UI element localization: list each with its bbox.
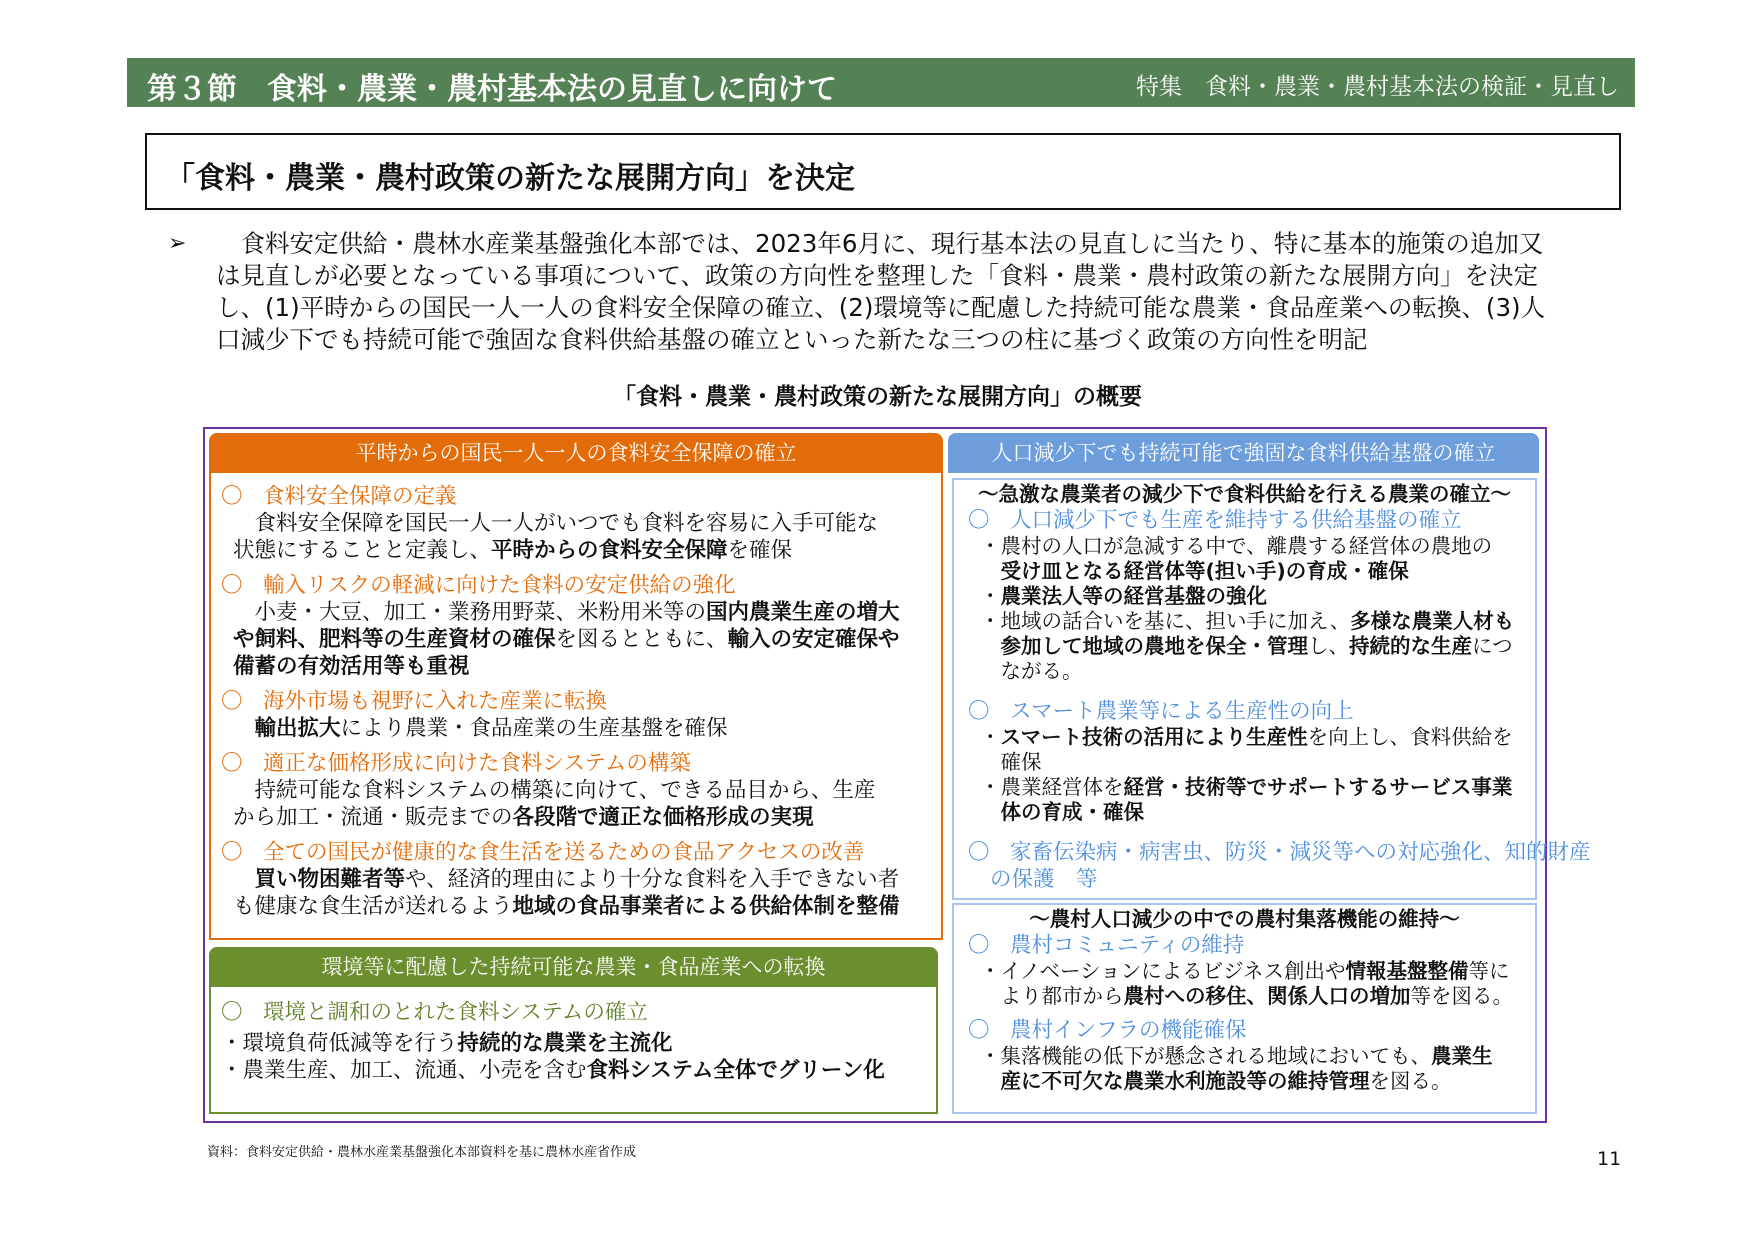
body-text (980, 1069, 1001, 1093)
emphasis-text: 平時からの食料安全保障 (491, 538, 728, 563)
emphasis-text: 買い物困難者等 (254, 867, 406, 892)
body-text: より都市から (980, 984, 1124, 1008)
item-heading-text: 人口減少下でも生産を維持する供給基盤の確立 (1010, 508, 1462, 533)
item-text-line (221, 653, 941, 680)
pillar-3-group-1 (952, 478, 1591, 900)
circle-bullet-icon: 〇 (968, 699, 990, 724)
emphasis-text: 食料システム全体でグリーン化 (586, 1058, 885, 1083)
emphasis-text: 国内農業生産の増大 (706, 600, 900, 625)
list-item (221, 572, 941, 680)
emphasis-text: 多様な農業人材も (1350, 609, 1515, 633)
source-note: 資料：食料安定供給・農林水産業基盤強化本部資料を基に農林水産省作成 (207, 1145, 637, 1160)
item-heading-continued: の保護 等 (990, 867, 1098, 892)
item-heading-text: 農村インフラの機能確保 (1010, 1018, 1247, 1043)
body-text: ・農業経営体を (980, 775, 1124, 799)
emphasis-text: 輸出拡大 (254, 716, 341, 741)
emphasis-text: 農業生 (1431, 1044, 1493, 1068)
list-item (221, 688, 941, 742)
diagram-subtitle: 「食料・農業・農村政策の新たな展開方向」の概要 (613, 384, 1142, 410)
list-item (221, 483, 941, 564)
body-text: や、経済的理由により十分な食料を入手できない者 (405, 867, 900, 892)
item-text-line (221, 537, 941, 564)
body-text (233, 867, 255, 892)
pillar-3-header: 人口減少下でも持続可能で強固な食料供給基盤の確立 (948, 433, 1539, 473)
item-text-line (221, 510, 941, 537)
item-heading (221, 572, 941, 599)
item-heading-text: スマート農業等による生産性の向上 (1010, 699, 1354, 724)
emphasis-text: 受け皿となる経営体等(担い手)の育成・確保 (1000, 559, 1409, 583)
intro-line: 食料安定供給・農林水産業基盤強化本部では、2023年6月に、現行基本法の見直しに当たり、特に基本的施策の追加又 (216, 229, 1544, 258)
emphasis-text: 輸入の安定確保や (727, 627, 900, 652)
body-text: ・農村の人口が急減する中で、離農する経営体の農地の (980, 534, 1493, 558)
body-text: 状態にすることと定義し、 (233, 538, 492, 563)
item-heading (221, 839, 941, 866)
circle-bullet-icon: 〇 (221, 484, 243, 509)
item-heading (221, 999, 936, 1026)
page-title: 「食料・農業・農村政策の新たな展開方向」を決定 (165, 161, 855, 196)
item-heading (221, 750, 941, 777)
section-title: 第３節 食料・農業・農村基本法の見直しに向けて (147, 72, 837, 107)
body-text: ・イノベーションによるビジネス創出や (980, 959, 1346, 983)
pillar-1-header: 平時からの国民一人一人の食料安全保障の確立 (209, 433, 943, 473)
body-text: も健康な食生活が送れるよう (233, 894, 513, 919)
item-text-line (968, 959, 1535, 984)
pillar-1-box (209, 473, 943, 940)
body-text: ながる。 (980, 659, 1083, 683)
body-text: し、 (1308, 634, 1349, 658)
circle-bullet-icon: 〇 (221, 751, 243, 776)
pillar-3-group-2 (952, 903, 1537, 1114)
feature-title: 特集 食料・農業・農村基本法の検証・見直し (1136, 74, 1619, 100)
body-text: ・ (980, 584, 1001, 608)
emphasis-text: スマート技術の活用により生産性 (1000, 725, 1308, 749)
emphasis-text: 持続的な農業を主流化 (457, 1031, 673, 1056)
circle-bullet-icon: 〇 (221, 573, 243, 598)
item-text-line (221, 715, 941, 742)
intro-line: 口減少下でも持続可能で強固な食料供給基盤の確立といった新たな三つの柱に基づく政策の方向性を明記 (216, 325, 1368, 354)
emphasis-text: 地域の食品事業者による供給体制を整備 (512, 894, 900, 919)
circle-bullet-icon: 〇 (968, 840, 990, 865)
group-title: ～急激な農業者の減少下で食料供給を行える農業の確立～ (978, 482, 1511, 506)
intro-line: し、(1)平時からの国民一人一人の食料安全保障の確立、(2)環境等に配慮した持続可能な農業・食品産業への転換、(3)人 (216, 293, 1546, 322)
list-item (968, 507, 1535, 684)
body-text: を向上し、食料供給を (1307, 725, 1513, 749)
body-text: ・環境負荷低減等を行う (221, 1031, 458, 1056)
list-item (221, 750, 941, 831)
item-text-line (968, 1069, 1535, 1094)
item-heading (968, 507, 1535, 534)
item-text-line (968, 609, 1535, 634)
item-text-line (968, 984, 1535, 1009)
list-item (968, 932, 1535, 1009)
body-text: 小麦・大豆、加工・業務用野菜、米粉用米等の (233, 600, 707, 625)
item-heading-text: 輸入リスクの軽減に向けた食料の安定供給の強化 (263, 573, 736, 598)
body-text (233, 716, 255, 741)
emphasis-text: 体の育成・確保 (1000, 800, 1144, 824)
body-text: を図る。 (1369, 1069, 1452, 1093)
emphasis-text: 持続的な生産 (1349, 634, 1472, 658)
emphasis-text: や飼料、肥料等の生産資材の確保 (233, 627, 556, 652)
page-number: 11 (1597, 1148, 1622, 1170)
item-text-line (221, 866, 941, 893)
item-heading (968, 1017, 1535, 1044)
item-text-line (221, 626, 941, 653)
body-text: により農業・食品産業の生産基盤を確保 (340, 716, 728, 741)
pillar-2-box (209, 987, 938, 1114)
list-item (968, 698, 1535, 825)
body-text: 持続可能な食料システムの構築に向けて、できる品目から、生産 (233, 778, 876, 803)
item-text-line (221, 1057, 936, 1084)
item-heading-text: 環境と調和のとれた食料システムの確立 (263, 1000, 648, 1025)
body-text: 等を図る。 (1410, 984, 1513, 1008)
item-text-line (968, 750, 1535, 775)
body-text: につ (1472, 634, 1513, 658)
page-title-box (145, 133, 1621, 210)
item-heading (968, 932, 1535, 959)
emphasis-text: 農業法人等の経営基盤の強化 (1000, 584, 1267, 608)
item-heading (221, 483, 941, 510)
item-text-line (968, 659, 1535, 684)
list-item (968, 1017, 1535, 1094)
item-heading-text: 全ての国民が健康的な食生活を送るための食品アクセスの改善 (263, 840, 865, 865)
body-text (980, 800, 1001, 824)
circle-bullet-icon: 〇 (968, 933, 990, 958)
list-item (221, 999, 936, 1084)
emphasis-text: 経営・技術等でサポートするサービス事業 (1123, 775, 1513, 799)
intro-line: は見直しが必要となっている事項について、政策の方向性を整理した「食料・農業・農村政策の新たな展開方向」を決定 (216, 261, 1539, 290)
item-text-line (968, 534, 1535, 559)
body-text (980, 559, 1001, 583)
section-header-bar (127, 58, 1635, 107)
emphasis-text: 情報基盤整備 (1345, 959, 1469, 983)
item-text-line (968, 559, 1535, 584)
item-text-line (221, 1030, 936, 1057)
item-text-line (968, 584, 1535, 609)
emphasis-text: 参加して地域の農地を保全・管理 (1000, 634, 1308, 658)
list-item (968, 839, 1591, 893)
circle-bullet-icon: 〇 (221, 840, 243, 865)
item-text-line (221, 777, 941, 804)
item-text-line (968, 1044, 1535, 1069)
circle-bullet-icon: 〇 (968, 508, 990, 533)
emphasis-text: 各段階で適正な価格形成の実現 (512, 805, 814, 830)
item-text-line (968, 800, 1535, 825)
item-text-line (221, 599, 941, 626)
body-text: を確保 (727, 538, 793, 563)
item-heading-text: 食料安全保障の定義 (263, 484, 457, 509)
item-text-line (968, 634, 1535, 659)
body-text (980, 634, 1001, 658)
body-text: 確保 (980, 750, 1042, 774)
item-heading (968, 698, 1535, 725)
list-item (221, 839, 941, 920)
item-text-line (968, 775, 1535, 800)
item-heading-text: 適正な価格形成に向けた食料システムの構築 (263, 751, 691, 776)
item-heading-text: 家畜伝染病・病害虫、防災・減災等への対応強化、知的財産 (1010, 840, 1591, 865)
emphasis-text: 備蓄の有効活用等も重視 (233, 654, 470, 679)
body-text: から加工・流通・販売までの (233, 805, 513, 830)
body-text: ・農業生産、加工、流通、小売を含む (221, 1058, 587, 1083)
pillar-2-header: 環境等に配慮した持続可能な農業・食品産業への転換 (209, 947, 938, 987)
circle-bullet-icon: 〇 (221, 1000, 243, 1025)
emphasis-text: 農村への移住、関係人口の増加 (1123, 984, 1411, 1008)
circle-bullet-icon: 〇 (968, 1018, 990, 1043)
item-text-line (968, 725, 1535, 750)
item-heading (968, 839, 1591, 866)
body-text: ・地域の話合いを基に、担い手に加え、 (980, 609, 1351, 633)
emphasis-text: 産に不可欠な農業水利施設等の維持管理 (1000, 1069, 1370, 1093)
item-text-line (221, 893, 941, 920)
body-text: ・集落機能の低下が懸念される地域においても、 (980, 1044, 1431, 1068)
arrow-bullet-icon: ➢ (168, 231, 187, 256)
body-text: を図るとともに、 (555, 627, 728, 652)
body-text: 食料安全保障を国民一人一人がいつでも食料を容易に入手可能な (233, 511, 879, 536)
item-heading-text: 海外市場も視野に入れた産業に転換 (263, 689, 608, 714)
group-title: ～農村人口減少の中での農村集落機能の維持～ (1029, 907, 1460, 931)
item-text-line (221, 804, 941, 831)
body-text: ・ (980, 725, 1001, 749)
circle-bullet-icon: 〇 (221, 689, 243, 714)
body-text: 等に (1468, 959, 1510, 983)
item-heading (221, 688, 941, 715)
item-heading-text: 農村コミュニティの維持 (1010, 933, 1245, 958)
